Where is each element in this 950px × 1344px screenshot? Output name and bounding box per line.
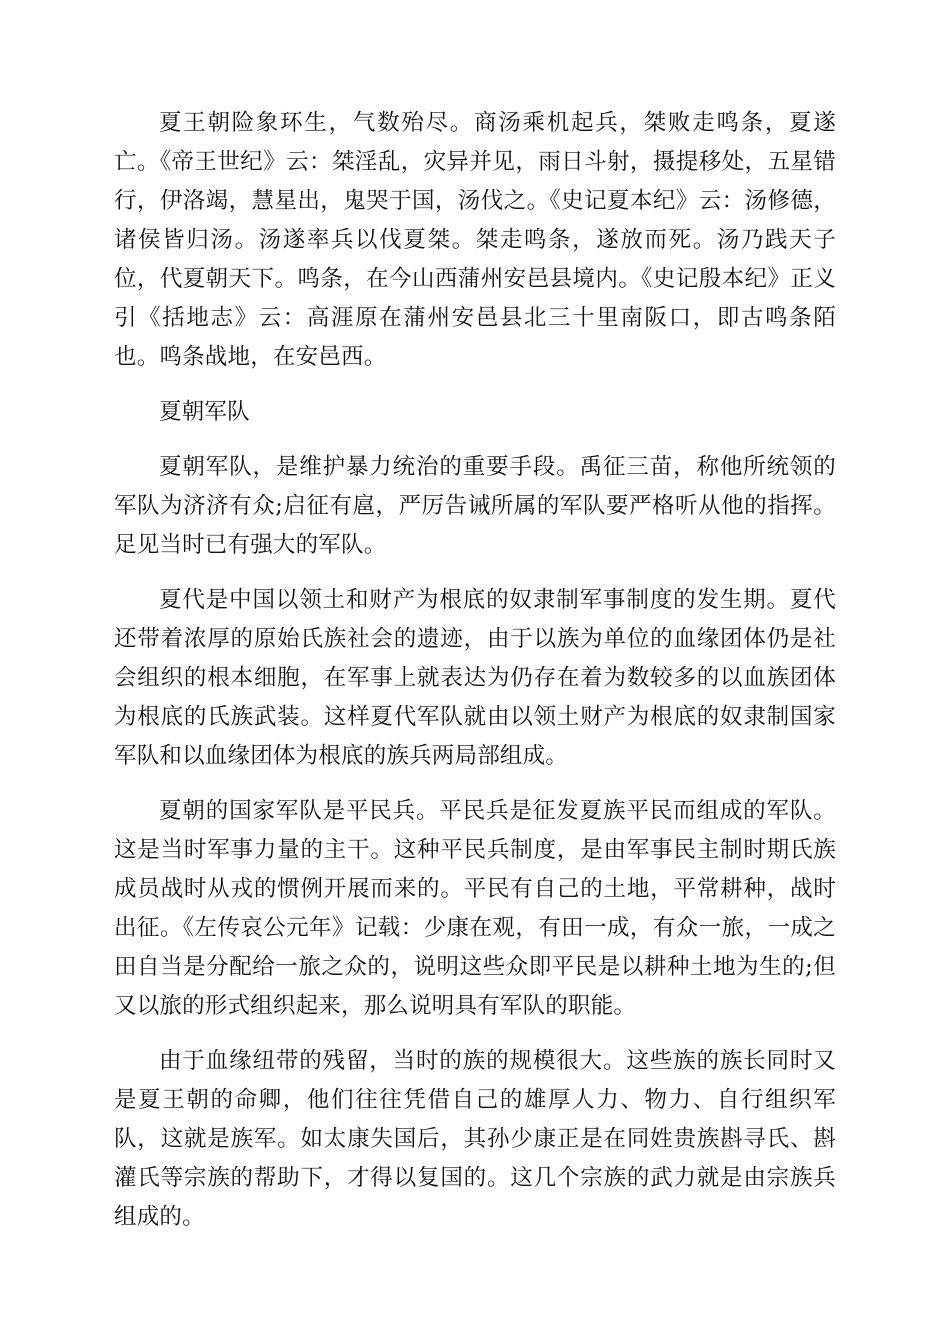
section-heading-xia-army: 夏朝军队 — [159, 399, 250, 425]
paragraph-commoner-soldiers: 夏朝的国家军队是平民兵。平民兵是征发夏族平民而组成的军队。这是当时军事力量的主干。这种平民兵制度，是由军事民主制时期氏族成员战时从戎的惯例开展而来的。平民有自己的土地，平常耕种，战时出征。《左传哀公元年》记载：少康在观，有田一成，有众一旅，一成之田自当是分配给一旅之众的，说明这些众即平民是以耕种土地为生的;但又以旅的形式组织起来，那么说明具有军队的职能。 — [114, 798, 836, 1019]
paragraph-military-system: 夏代是中国以领土和财产为根底的奴隶制军事制度的发生期。夏代还带着浓厚的原始氏族社会的遗迹，由于以族为单位的血缘团体仍是社会组织的根本细胞，在军事上就表达为仍存在着为数较多的以血族团体为根底的氏族武装。这样夏代军队就由以领土财产为根底的奴隶制国家军队和以血缘团体为根底的族兵两局部组成。 — [114, 587, 836, 769]
paragraph-clan-army: 由于血缘纽带的残留，当时的族的规模很大。这些族的族长同时又是夏王朝的命卿，他们往往凭借自己的雄厚人力、物力、自行组织军队，这就是族军。如太康失国后，其孙少康正是在同姓贵族斟寻氏、斟灌氏等宗族的帮助下，才得以复国的。这几个宗族的武力就是由宗族兵组成的。 — [114, 1048, 836, 1230]
document-page — [114, 104, 836, 1253]
paragraph-army-role: 夏朝军队，是维护暴力统治的重要手段。禹征三苗，称他所统领的军队为济济有众;启征有扈，严厉告诫所属的军队要严格听从他的指挥。足见当时已有强大的军队。 — [114, 454, 836, 558]
paragraph-xia-fall: 夏王朝险象环生，气数殆尽。商汤乘机起兵，桀败走鸣条，夏遂亡。《帝王世纪》云：桀淫乱，灾异并见，雨日斗射，摄提移处，五星错行，伊洛竭，慧星出，鬼哭于国，汤伐之。《史记夏本纪》云：汤修德，诸侯皆归汤。汤遂率兵以伐夏桀。桀走鸣条，遂放而死。汤乃践天子位，代夏朝天下。鸣条，在今山西蒲州安邑县境内。《史记殷本纪》正义引《括地志》云：高涯原在蒲州安邑县北三十里南阪口，即古鸣条陌也。鸣条战地，在安邑西。 — [114, 110, 836, 370]
